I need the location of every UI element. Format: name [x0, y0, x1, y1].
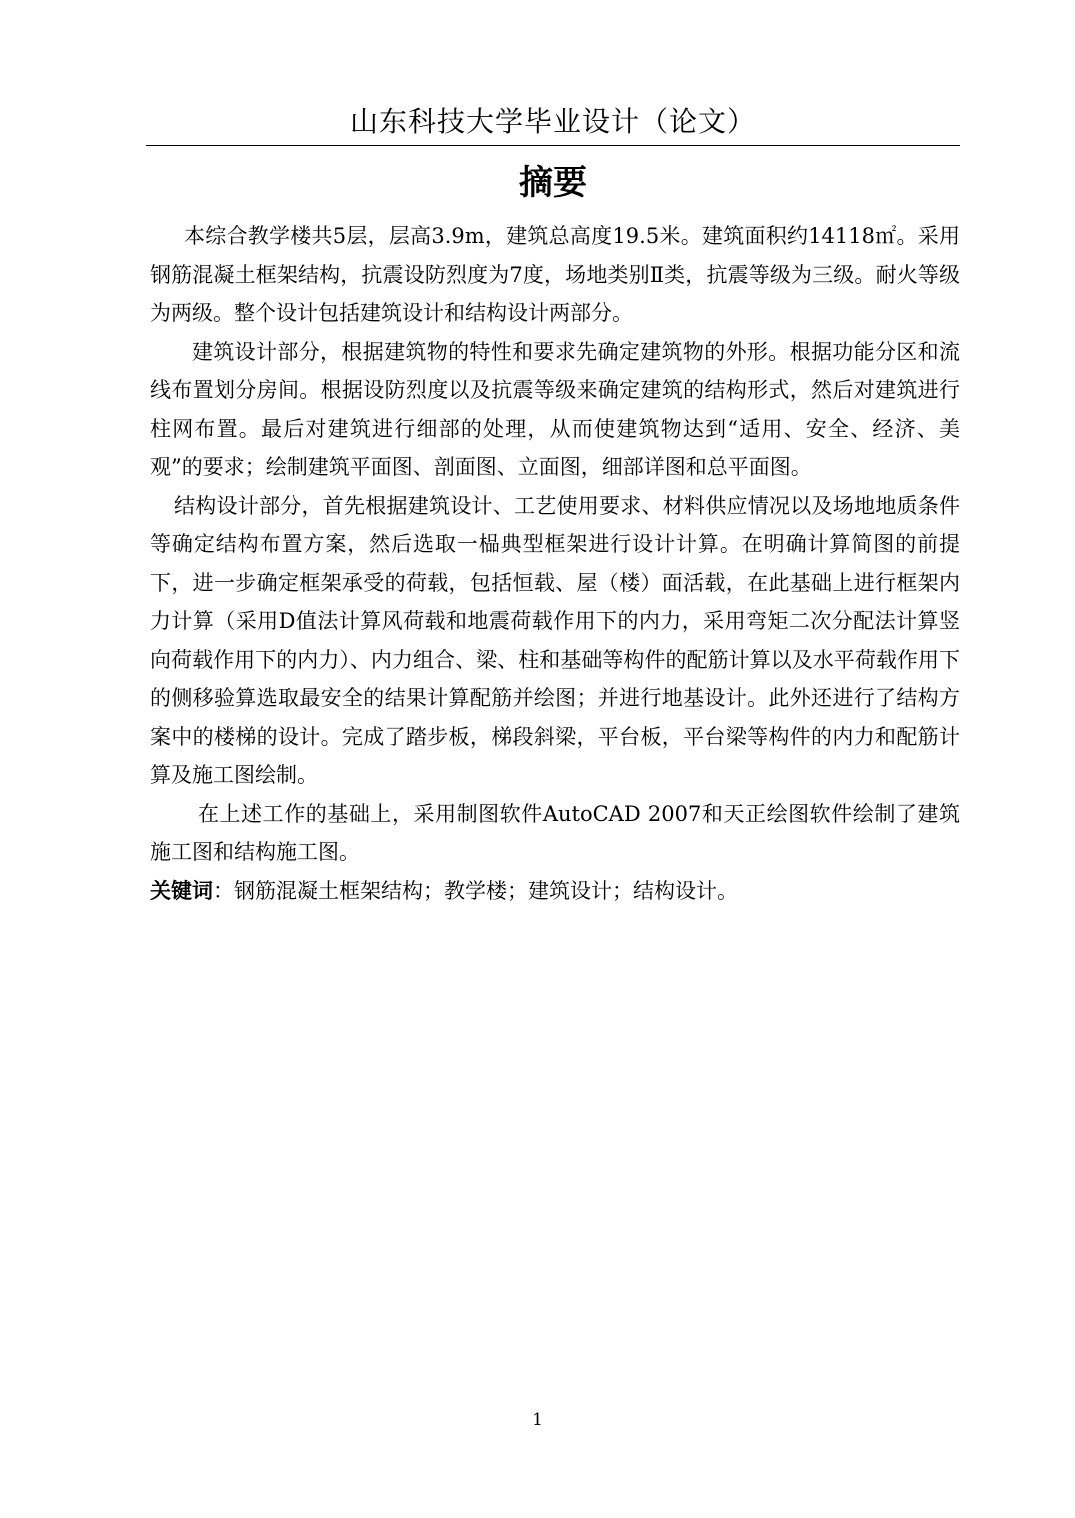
running-header-title: 山东科技大学毕业设计（论文） — [349, 105, 756, 138]
keywords-label: 关键词 — [150, 878, 213, 903]
abstract-paragraph-4: 在上述工作的基础上，采用制图软件AutoCAD 2007和天正绘图软件绘制了建筑施工图和结构施工图。 — [150, 801, 960, 864]
page-number: 1 — [532, 1410, 543, 1430]
abstract-paragraph-2: 建筑设计部分，根据建筑物的特性和要求先确定建筑物的外形。根据功能分区和流线布置划分房间。根据设防烈度以及抗震等级来确定建筑的结构形式，然后对建筑进行柱网布置。最后对建筑进行细部的处理，从而使建筑物达到“适用、安全、经济、美观”的要求；绘制建筑平面图、剖面图、立面图，细部详图和总平面图。 — [150, 339, 960, 479]
keywords-line — [150, 872, 960, 911]
abstract-paragraph-3: 结构设计部分，首先根据建筑设计、工艺使用要求、材料供应情况以及场地地质条件等确定结构布置方案，然后选取一榀典型框架进行设计计算。在明确计算简图的前提下，进一步确定框架承受的荷载，包括恒载、屋（楼）面活载，在此基础上进行框架内力计算（采用D值法计算风荷载和地震荷载作用下的内力，采用弯矩二次分配法计算竖向荷载作用下的内力）、内力组合、梁、柱和基础等构件的配筋计算以及水平荷载作用下的侧移验算选取最安全的结果计算配筋并绘图；并进行地基设计。此外还进行了结构方案中的楼梯的设计。完成了踏步板，梯段斜梁，平台板，平台梁等构件的内力和配筋计算及施工图绘制。 — [150, 493, 960, 787]
header-rule — [146, 145, 960, 146]
abstract-paragraph-1: 本综合教学楼共5层，层高3.9m，建筑总高度19.5米。建筑面积约14118㎡。采用钢筋混凝土框架结构，抗震设防烈度为7度，场地类别Ⅱ类，抗震等级为三级。耐火等级为两级。整个设计包括建筑设计和结构设计两部分。 — [150, 224, 960, 325]
keywords-text: ：钢筋混凝土框架结构；教学楼；建筑设计；结构设计。 — [213, 878, 738, 903]
abstract-body — [150, 217, 960, 910]
abstract-heading: 摘要 — [519, 163, 587, 203]
